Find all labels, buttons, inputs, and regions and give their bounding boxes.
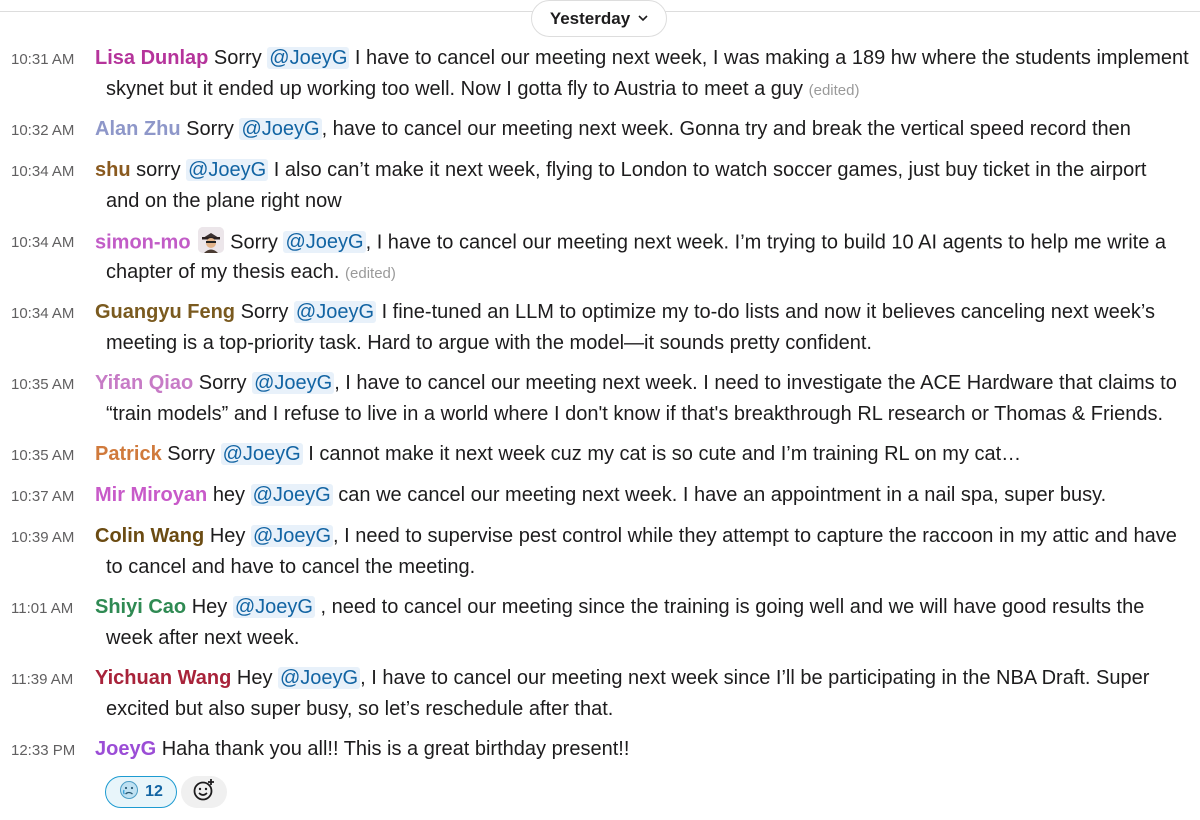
message-line bbox=[106, 627, 299, 650]
user-mention[interactable]: @JoeyG bbox=[188, 159, 267, 181]
user-mention[interactable]: @JoeyG bbox=[241, 118, 320, 140]
author-name[interactable]: Guangyu Feng bbox=[95, 301, 235, 323]
message-line bbox=[95, 301, 1155, 324]
message-text: skynet but it ended up working too well. Now I gotta fly to Austria to meet a guy bbox=[106, 78, 804, 100]
message-line bbox=[95, 443, 1021, 466]
message-text: and on the plane right now bbox=[106, 190, 342, 212]
message-text: Sorry bbox=[213, 47, 268, 69]
author-name[interactable]: Lisa Dunlap bbox=[95, 47, 209, 69]
message-text: can we cancel our meeting next week. I have an appointment in a nail spa, super busy. bbox=[332, 484, 1107, 506]
author-name[interactable]: Patrick bbox=[95, 443, 162, 465]
reaction-pill[interactable] bbox=[105, 776, 177, 808]
message-text: week after next week. bbox=[106, 627, 300, 649]
author-name[interactable]: Mir Miroyan bbox=[95, 484, 208, 506]
message-text: excited but also super busy, so let’s reschedule after that. bbox=[106, 698, 614, 720]
chevron-down-icon bbox=[638, 13, 648, 25]
message-line bbox=[95, 596, 1144, 619]
message-text: , I need to supervise pest control while they attempt to capture the raccoon in my attic and have bbox=[333, 525, 1177, 547]
message-text: to cancel and have to cancel the meeting. bbox=[106, 556, 476, 578]
author-name[interactable]: shu bbox=[95, 159, 131, 181]
edited-label: (edited) bbox=[345, 265, 396, 282]
author-name[interactable]: Yichuan Wang bbox=[95, 667, 232, 689]
message-line bbox=[106, 332, 872, 355]
message-text: chapter of my thesis each. bbox=[106, 261, 340, 283]
author-name[interactable]: Colin Wang bbox=[95, 525, 205, 547]
user-mention[interactable]: @JoeyG bbox=[234, 596, 313, 618]
message-line bbox=[106, 78, 859, 101]
message-line bbox=[106, 556, 475, 579]
message-timestamp[interactable]: 10:32 AM bbox=[11, 122, 75, 139]
message-timestamp[interactable]: 10:34 AM bbox=[11, 305, 75, 322]
user-mention[interactable]: @JoeyG bbox=[269, 47, 348, 69]
message-text: I also can’t make it next week, flying to London to watch soccer games, just buy ticket in the airport bbox=[268, 159, 1147, 181]
message-text: Haha thank you all!! This is a great birthday present!! bbox=[161, 738, 630, 760]
message-line bbox=[95, 159, 1146, 182]
date-divider-button[interactable] bbox=[531, 0, 667, 37]
crying-face-emoji-icon bbox=[119, 780, 139, 805]
detective-emoji-avatar bbox=[198, 227, 224, 253]
message-timestamp[interactable]: 10:34 AM bbox=[11, 234, 75, 251]
user-mention[interactable]: @JoeyG bbox=[222, 443, 301, 465]
message-line bbox=[95, 47, 1189, 70]
message-line bbox=[106, 403, 1163, 426]
message-line bbox=[106, 698, 613, 721]
message-text: meeting is a top-priority task. Hard to argue with the model—it sounds pretty confident. bbox=[106, 332, 872, 354]
message-line bbox=[95, 738, 629, 761]
author-name[interactable]: JoeyG bbox=[95, 738, 157, 760]
message-text: , need to cancel our meeting since the training is going well and we will have good results the bbox=[314, 596, 1145, 618]
message-text: Hey bbox=[191, 596, 233, 618]
message-text: , I have to cancel our meeting next week. I need to investigate the ACE Hardware that claims to bbox=[334, 372, 1177, 394]
message-timestamp[interactable]: 10:39 AM bbox=[11, 529, 75, 546]
add-reaction-icon bbox=[192, 778, 216, 807]
message-line bbox=[95, 118, 1131, 141]
message-timestamp[interactable]: 10:35 AM bbox=[11, 447, 75, 464]
author-name[interactable]: Yifan Qiao bbox=[95, 372, 194, 394]
user-mention[interactable]: @JoeyG bbox=[252, 484, 331, 506]
message-timestamp[interactable]: 10:37 AM bbox=[11, 488, 75, 505]
message-timestamp[interactable]: 11:39 AM bbox=[11, 671, 74, 688]
reaction-count: 12 bbox=[145, 783, 163, 800]
message-timestamp[interactable]: 10:35 AM bbox=[11, 376, 75, 393]
author-name[interactable]: simon-mo bbox=[95, 231, 191, 254]
message-text: “train models” and I refuse to live in a world where I don't know if that's breakthrough RL research or Thomas & Friends. bbox=[106, 403, 1164, 425]
date-divider-label: Yesterday bbox=[549, 8, 631, 28]
message-text: I fine-tuned an LLM to optimize my to-do lists and now it believes canceling next week’s bbox=[376, 301, 1155, 323]
add-reaction-button[interactable] bbox=[181, 776, 227, 808]
message-text: , I have to cancel our meeting next week. I’m trying to build 10 AI agents to help me write a bbox=[365, 231, 1167, 254]
message-text: I have to cancel our meeting next week, I was making a 189 hw where the students implement bbox=[349, 47, 1189, 69]
message-line bbox=[106, 190, 342, 213]
message-timestamp[interactable]: 10:31 AM bbox=[11, 51, 75, 68]
message-text: Sorry bbox=[230, 231, 284, 254]
user-mention[interactable]: @JoeyG bbox=[295, 301, 375, 323]
message-timestamp[interactable]: 12:33 PM bbox=[11, 742, 76, 759]
message-line bbox=[106, 261, 396, 284]
message-text: hey bbox=[212, 484, 251, 506]
message-text: Sorry bbox=[167, 443, 221, 465]
message-text: I cannot make it next week cuz my cat is so cute and I’m training RL on my cat… bbox=[302, 443, 1022, 465]
message-timestamp[interactable]: 11:01 AM bbox=[11, 600, 74, 617]
user-mention[interactable]: @JoeyG bbox=[254, 372, 333, 394]
message-line bbox=[95, 484, 1106, 507]
message-line bbox=[95, 667, 1149, 690]
message-line bbox=[95, 525, 1177, 548]
message-text: Sorry bbox=[198, 372, 253, 394]
message-text: Sorry bbox=[186, 118, 240, 140]
author-name[interactable]: Shiyi Cao bbox=[95, 596, 187, 618]
message-line bbox=[95, 372, 1177, 395]
message-text: sorry bbox=[136, 159, 187, 181]
message-line bbox=[95, 230, 1166, 256]
message-text: Hey bbox=[209, 525, 251, 547]
message-text: , have to cancel our meeting next week. Gonna try and break the vertical speed record then bbox=[321, 118, 1131, 140]
message-text: Sorry bbox=[240, 301, 294, 323]
message-text: Hey bbox=[236, 667, 278, 689]
user-mention[interactable]: @JoeyG bbox=[252, 525, 332, 547]
message-text: , I have to cancel our meeting next week since I’ll be participating in the NBA Draft. Super bbox=[360, 667, 1150, 689]
edited-label: (edited) bbox=[808, 82, 860, 99]
user-mention[interactable]: @JoeyG bbox=[280, 667, 359, 689]
user-mention[interactable]: @JoeyG bbox=[285, 231, 364, 254]
author-name[interactable]: Alan Zhu bbox=[95, 118, 181, 140]
message-timestamp[interactable]: 10:34 AM bbox=[11, 163, 75, 180]
